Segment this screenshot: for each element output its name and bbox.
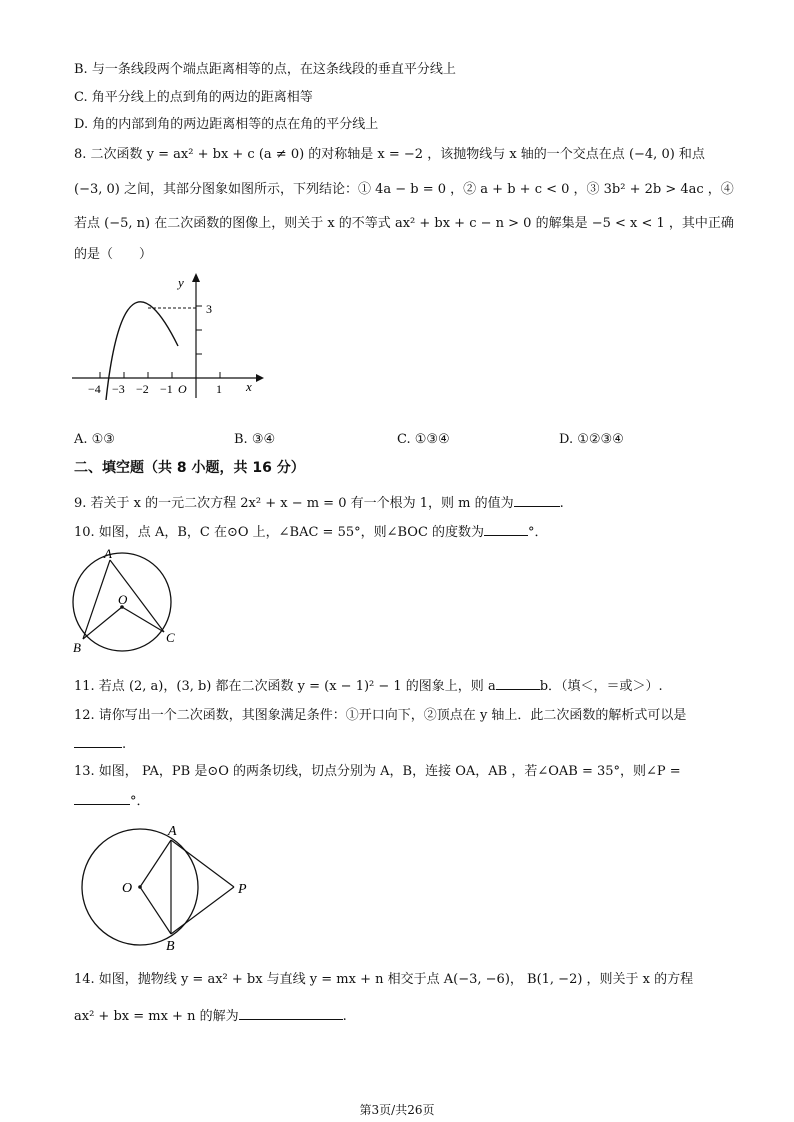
- q12-answer-blank[interactable]: [74, 733, 122, 748]
- q8-line-1: 8. 二次函数 y = ax² + bx + c (a ≠ 0) 的对称轴是 x = −2 ，该抛物线与 x 轴的一个交点在点 (−4, 0) 和点: [74, 147, 705, 162]
- q14-text: ax² + bx = mx + n 的解为: [74, 1009, 239, 1024]
- x-tick-label-neg4: −4: [88, 382, 101, 396]
- q10-text-end: °．: [528, 525, 548, 540]
- label-o: O: [118, 592, 128, 607]
- label-b: B: [73, 640, 81, 655]
- q9-answer-blank[interactable]: [514, 492, 560, 507]
- q12-line-1: 12. 请你写出一个二次函数，其图象满足条件：①开口向下，②顶点在 y 轴上．此二次函数的解析式可以是: [74, 708, 687, 723]
- q7-option-b: B. 与一条线段两个端点距离相等的点，在这条线段的垂直平分线上: [74, 62, 456, 77]
- q7-option-d: D. 角的内部到角的两边距离相等的点在角的平分线上: [74, 117, 379, 132]
- q14-line-1: 14. 如图，抛物线 y = ax² + bx 与直线 y = mx + n 相交于点 A(−3, −6)， B(1, −2) ，则关于 x 的方程: [74, 972, 694, 987]
- q9-text: 9. 若关于 x 的一元二次方程 2x² + x − m = 0 有一个根为 1，则 m 的值为: [74, 496, 514, 511]
- center-point: [138, 885, 142, 889]
- y-axis-arrow: [192, 273, 200, 282]
- q12-text-end: .: [122, 737, 127, 752]
- q13-answer-blank[interactable]: [74, 790, 130, 805]
- q8-line-2: (−3, 0) 之间，其部分图象如图所示，下列结论：① 4a − b = 0 ，② a + b + c < 0 ，③ 3b² + 2b > 4ac ，④: [74, 182, 734, 197]
- y-axis-label: y: [178, 275, 184, 290]
- q11-text: 11. 若点 (2, a)，(3, b) 都在二次函数 y = (x − 1)² − 1 的图象上，则 a: [74, 679, 496, 694]
- label-c: C: [166, 630, 175, 645]
- q8-line-3: 若点 (−5, n) 在二次函数的图像上，则关于 x 的不等式 ax² + bx + c − n > 0 的解集是 −5 < x < 1 ，其中正确: [74, 216, 734, 231]
- q13-text-end: °．: [130, 794, 150, 809]
- q13-line-2: [74, 790, 150, 811]
- q14-answer-blank[interactable]: [239, 1005, 343, 1020]
- section-title-fill-in: 二、填空题（共 8 小题，共 16 分）: [74, 460, 305, 476]
- q8-parabola-graph: [66, 270, 266, 400]
- y-tick-label-3: 3: [206, 302, 212, 316]
- q14-line-2: [74, 1005, 347, 1026]
- x-axis-arrow: [256, 374, 264, 382]
- label-a: A: [168, 824, 177, 839]
- q8-option-a[interactable]: A. ①③: [74, 432, 115, 447]
- q9-text-end: .: [559, 496, 564, 511]
- label-a: A: [104, 546, 112, 561]
- q8-option-d[interactable]: D. ①②③④: [559, 432, 624, 447]
- x-tick-label-neg1: −1: [160, 382, 173, 396]
- q8-option-c[interactable]: C. ①③④: [397, 432, 450, 447]
- q14-text-end: .: [342, 1009, 347, 1024]
- q10-text: 10. 如图，点 A，B，C 在⊙O 上，∠BAC = 55°，则∠BOC 的度数为: [74, 525, 485, 540]
- label-o: O: [122, 881, 133, 896]
- label-b: B: [166, 939, 175, 954]
- q10-line: [74, 521, 548, 542]
- q8-option-b[interactable]: B. ③④: [234, 432, 276, 447]
- q13-tangent-figure: [70, 818, 270, 960]
- x-tick-label-neg3: −3: [112, 382, 125, 396]
- q10-answer-blank[interactable]: [484, 521, 528, 536]
- q11-answer-blank[interactable]: [496, 675, 540, 690]
- q13-line-1: 13. 如图， PA，PB 是⊙O 的两条切线，切点分别为 A，B，连接 OA，AB ，若∠OAB = 35°，则∠P =: [74, 764, 681, 779]
- q8-line-4: 的是（ ）: [74, 247, 153, 262]
- origin-label: O: [178, 382, 187, 396]
- q11-text-end: b．（填＜，＝或＞）.: [539, 679, 663, 694]
- x-tick-label-1: 1: [216, 382, 222, 396]
- q12-line-2: [74, 733, 126, 754]
- q7-option-c: C. 角平分线上的点到角的两边的距离相等: [74, 90, 313, 105]
- q11-line: [74, 675, 663, 696]
- page-number: 第3页/共26页: [359, 1103, 435, 1117]
- label-p: P: [238, 882, 247, 897]
- x-axis-label: x: [246, 379, 252, 394]
- q10-circle-figure: [66, 545, 190, 657]
- q9-line: [74, 492, 564, 513]
- x-tick-label-neg2: −2: [136, 382, 149, 396]
